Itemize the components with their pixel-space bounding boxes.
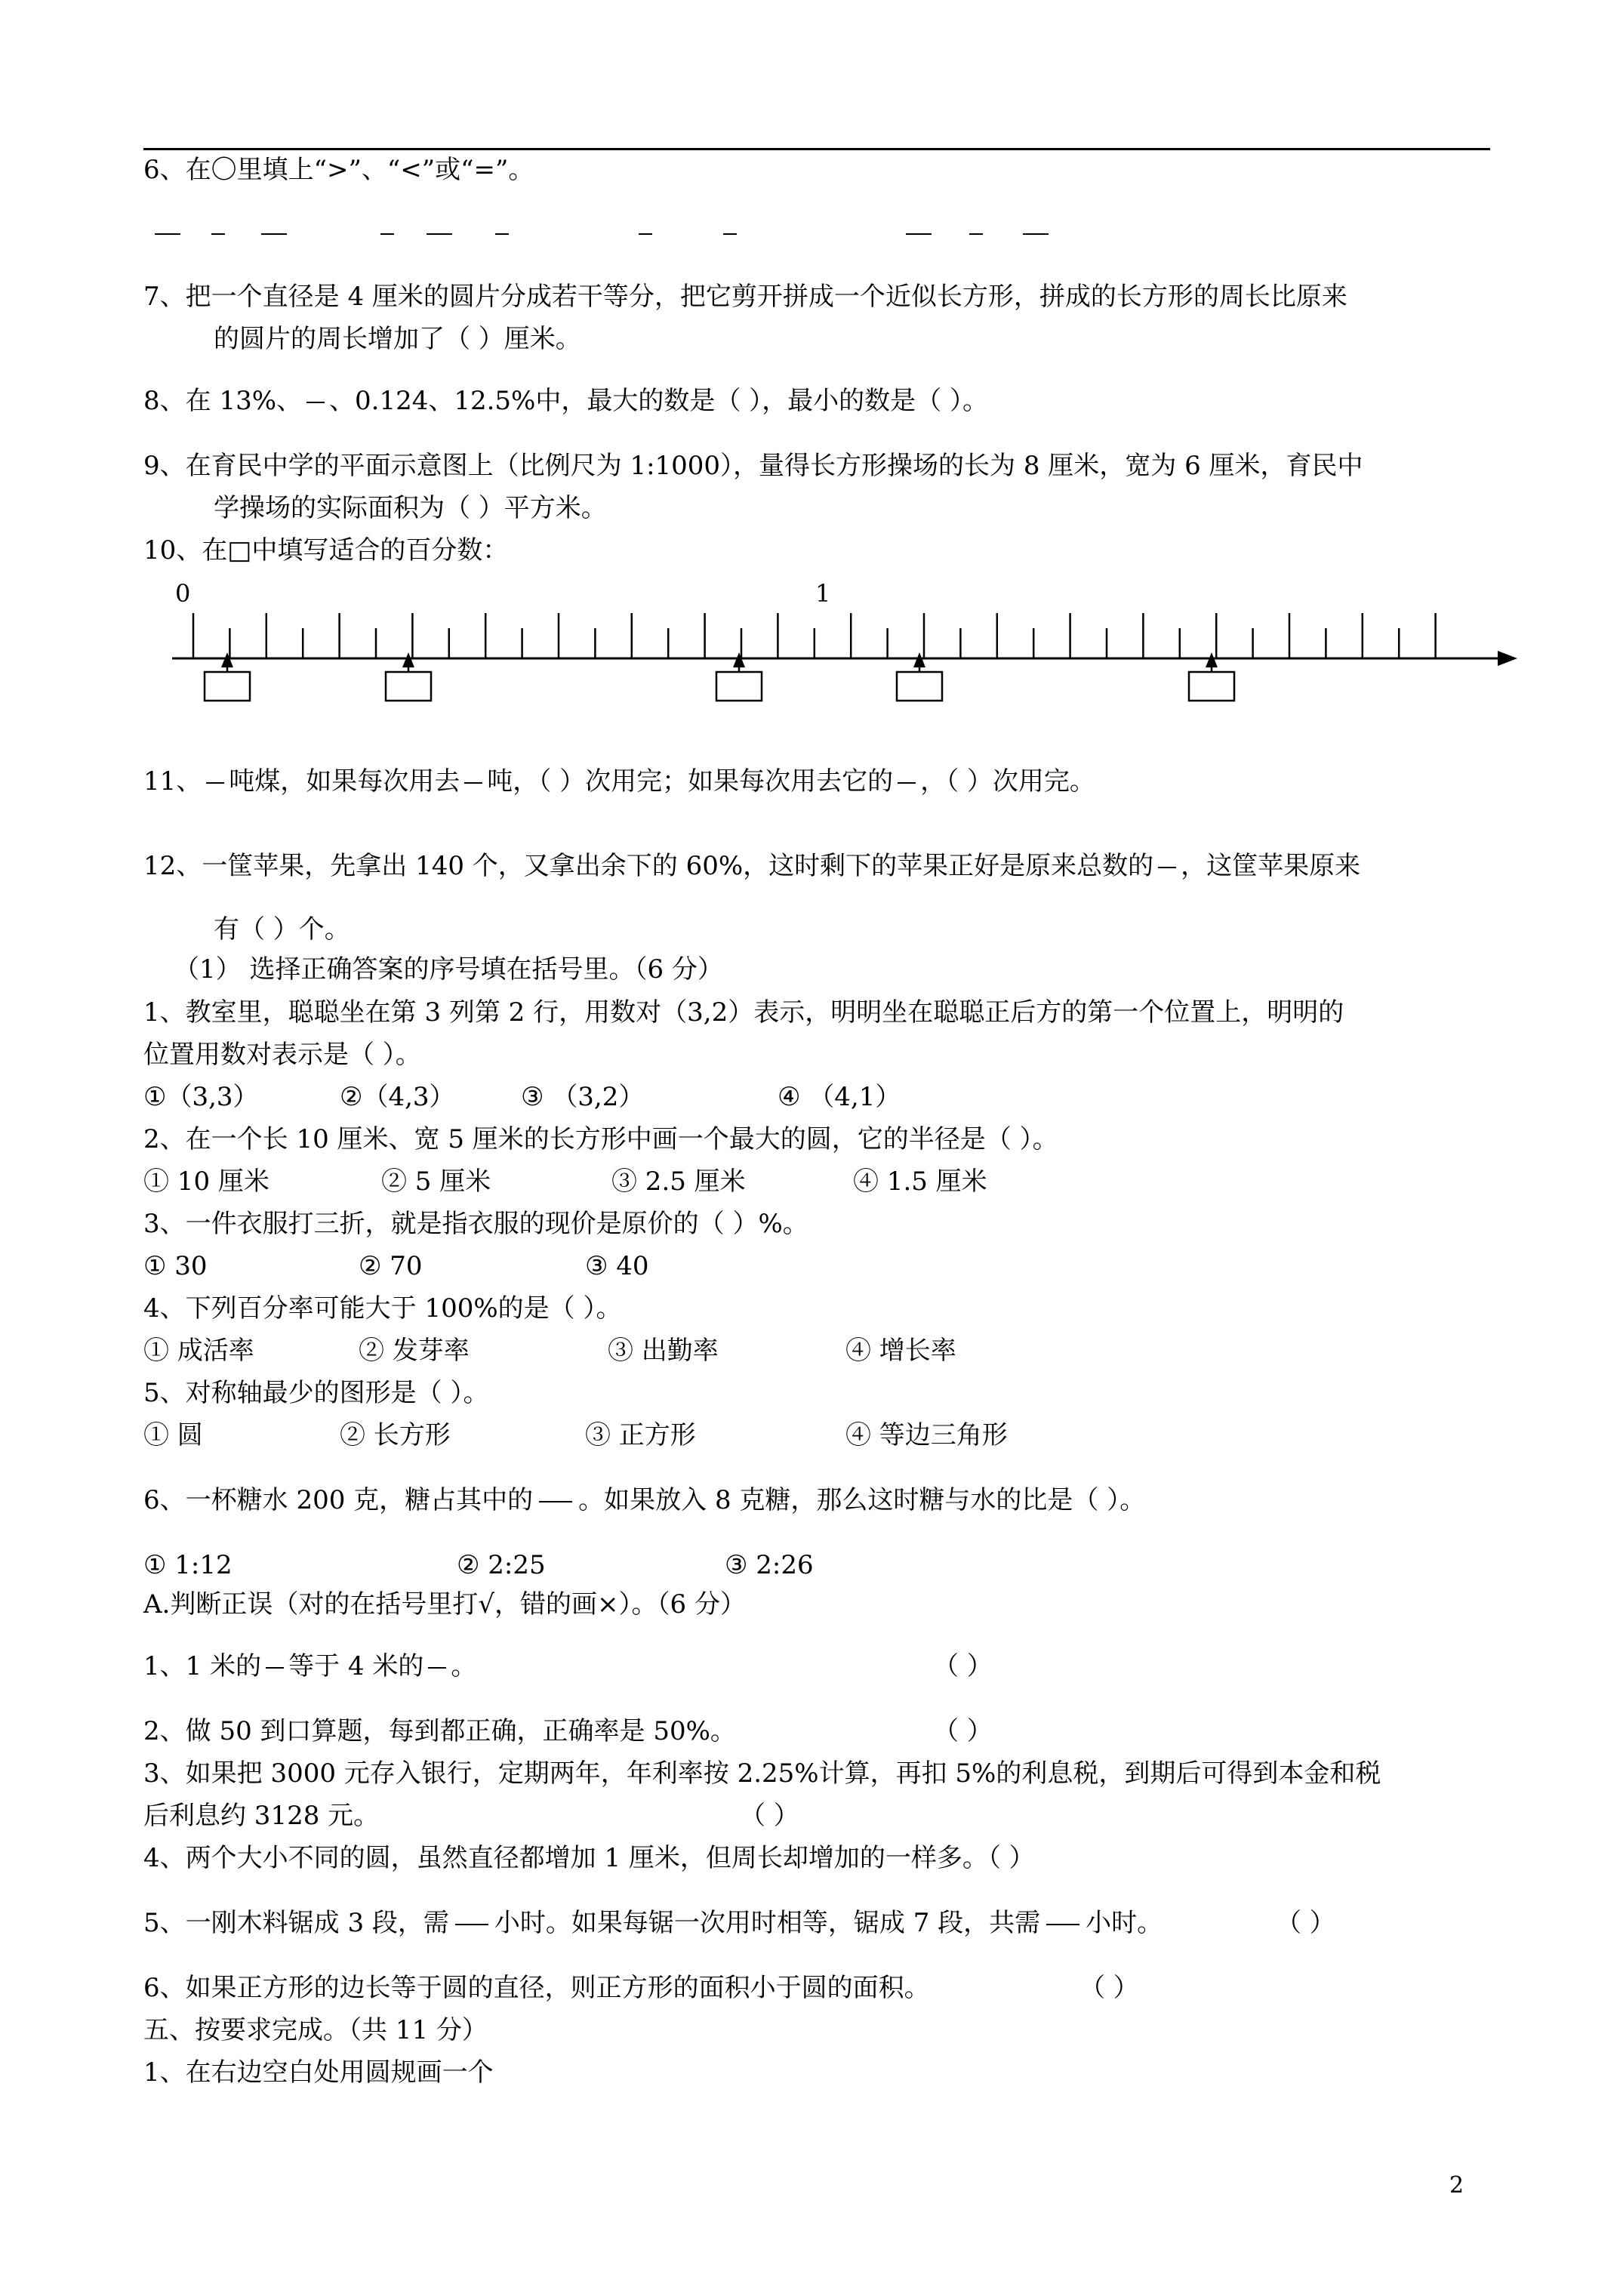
judge-q6: 6、如果正方形的边长等于圆的直径，则正方形的面积小于圆的面积。: [143, 1973, 930, 2003]
q11-text: 11、 吨煤，如果每次用去 吨，（ ）次用完；如果每次用去它的 ，（ ）次用完。: [143, 766, 1095, 797]
judge-q3-line2: 后利息约 3128 元。: [143, 1801, 380, 1831]
choice-q6-option-2: ② 2:25: [457, 1550, 546, 1580]
choice-q4-option-3: ③ 出勤率: [608, 1336, 719, 1366]
number-line-answer-box-5[interactable]: [1189, 672, 1234, 701]
judge-q1: 1、1 米的 等于 4 米的 。: [143, 1651, 477, 1681]
number-line-ticks: [193, 613, 1436, 658]
q6-fill-text: 6、在〇里填上“>”、“<”或“=”。: [143, 155, 534, 185]
choice-q5-option-3: ③ 正方形: [585, 1420, 696, 1450]
choice-q2-option-4: ④ 1.5 厘米: [853, 1166, 987, 1197]
choice-q1-option-3: ③ （3,2）: [521, 1082, 645, 1112]
choice-q5-option-4: ④ 等边三角形: [845, 1420, 1008, 1450]
choice-q3-option-2: ② 70: [359, 1251, 423, 1281]
q7-text-line1: 7、把一个直径是 4 厘米的圆片分成若干等分，把它剪开拼成一个近似长方形，拼成的长方形的周长比原来: [143, 282, 1347, 312]
choice-q1-option-1: ①（3,3）: [143, 1082, 259, 1112]
choice-q3-option-3: ③ 40: [585, 1251, 649, 1281]
judge-q2: 2、做 50 到口算题，每到都正确，正确率是 50%。: [143, 1716, 736, 1746]
section5-q1: 1、在右边空白处用圆规画一个: [143, 2057, 494, 2088]
judge-q5: 5、一刚木料锯成 3 段，需 小时。如果每锯一次用时相等，锯成 7 段，共需 小时。: [143, 1908, 1163, 1938]
judge-q3-line1: 3、如果把 3000 元存入银行，定期两年，年利率按 2.25%计算，再扣 5%的利息税，到期后可得到本金和税: [143, 1758, 1381, 1789]
judge-q1-answer-paren[interactable]: （ ）: [933, 1651, 993, 1681]
choice-q4-option-1: ① 成活率: [143, 1336, 254, 1366]
judge-q6-answer-paren[interactable]: （ ）: [1079, 1973, 1139, 2003]
q9-text-line2: 学操场的实际面积为（ ）平方米。: [214, 493, 607, 523]
q10-text: 10、在□中填写适合的百分数：: [143, 535, 509, 566]
choice-q1-line1: 1、教室里，聪聪坐在第 3 列第 2 行，用数对（3,2）表示，明明坐在聪聪正后方的第一个位置上，明明的: [143, 997, 1344, 1028]
choice-q2-option-1: ① 10 厘米: [143, 1166, 269, 1197]
choice-q4: 4、下列百分率可能大于 100%的是（ ）。: [143, 1293, 622, 1324]
number-line-label-1: 1: [815, 579, 831, 608]
judge-q2-answer-paren[interactable]: （ ）: [933, 1716, 993, 1746]
choice-q4-option-2: ② 发芽率: [359, 1336, 470, 1366]
choice-q1-option-2: ②（4,3）: [340, 1082, 455, 1112]
choice-q3-option-1: ① 30: [143, 1251, 208, 1281]
choice-q2-option-3: ③ 2.5 厘米: [611, 1166, 746, 1197]
judge-heading: A.判断正误（对的在括号里打√，错的画×）。（6 分）: [143, 1589, 746, 1620]
q12-text-line2: 有（ ）个。: [214, 914, 350, 945]
choice-heading: （1） 选择正确答案的序号填在括号里。（6 分）: [174, 954, 723, 985]
judge-q4: 4、两个大小不同的圆，虽然直径都增加 1 厘米，但周长却增加的一样多。（ ）: [143, 1843, 1035, 1873]
q8-text: 8、在 13%、 、0.124、12.5%中，最大的数是（ ），最小的数是（ ）。: [143, 386, 988, 416]
judge-q5-answer-paren[interactable]: （ ）: [1276, 1908, 1335, 1938]
choice-q5-option-2: ② 长方形: [340, 1420, 451, 1450]
judge-q3-answer-paren[interactable]: （ ）: [740, 1801, 799, 1831]
number-line-answer-boxes: [205, 652, 1234, 701]
number-line-label-0: 0: [175, 579, 191, 608]
page-number: 2: [1449, 2172, 1464, 2199]
number-line-figure: [0, 0, 1623, 755]
choice-q1-option-4: ④ （4,1）: [778, 1082, 901, 1112]
number-line-answer-box-2[interactable]: [386, 672, 431, 701]
choice-q6-option-1: ① 1:12: [143, 1550, 233, 1580]
choice-q6: 6、一杯糖水 200 克，糖占其中的 。如果放入 8 克糖，那么这时糖与水的比是（ ）。: [143, 1485, 1146, 1515]
choice-q2-option-2: ② 5 厘米: [381, 1166, 491, 1197]
q12-text-line1: 12、一筐苹果，先拿出 140 个，又拿出余下的 60%，这时剩下的苹果正好是原来总数的 ，这筐苹果原来: [143, 851, 1361, 881]
choice-q5: 5、对称轴最少的图形是（ ）。: [143, 1378, 489, 1408]
choice-q3: 3、一件衣服打三折，就是指衣服的现价是原价的（ ）%。: [143, 1209, 808, 1239]
q9-text-line1: 9、在育民中学的平面示意图上（比例尺为 1:1000），量得长方形操场的长为 8 厘米，宽为 6 厘米，育民中: [143, 451, 1363, 481]
number-line-arrowhead: [1498, 651, 1517, 666]
section5-heading: 五、按要求完成。（共 11 分）: [143, 2015, 488, 2045]
choice-q5-option-1: ① 圆: [143, 1420, 203, 1450]
number-line-answer-box-3[interactable]: [716, 672, 762, 701]
number-line-answer-box-1[interactable]: [205, 672, 250, 701]
choice-q1-line2: 位置用数对表示是（ ）。: [143, 1040, 421, 1070]
choice-q2: 2、在一个长 10 厘米、宽 5 厘米的长方形中画一个最大的圆，它的半径是（ ）。: [143, 1124, 1058, 1154]
choice-q6-option-3: ③ 2:26: [725, 1550, 814, 1580]
q7-text-line2: 的圆片的周长增加了（ ）厘米。: [214, 324, 581, 354]
choice-q4-option-4: ④ 增长率: [845, 1336, 956, 1366]
number-line-answer-box-4[interactable]: [897, 672, 942, 701]
